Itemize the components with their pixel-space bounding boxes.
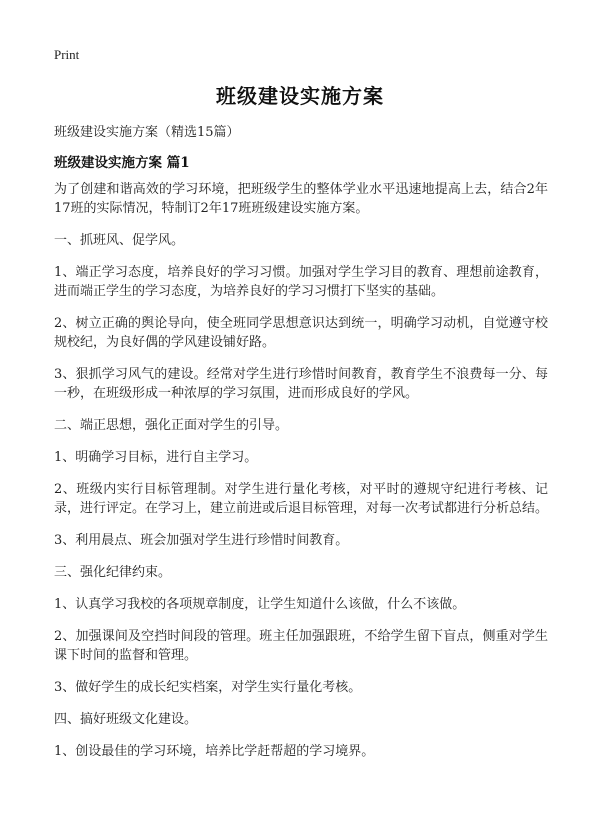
document-subtitle: 班级建设实施方案（精选15篇） — [54, 125, 240, 140]
print-label[interactable]: Print — [54, 47, 80, 62]
paragraph: 1、创设最佳的学习环境，培养比学赶帮超的学习境界。 — [54, 744, 375, 759]
paragraph: 一、抓班风、促学风。 — [54, 233, 185, 248]
paragraph: 3、狠抓学习风气的建设。经常对学生进行珍惜时间教育，教育学生不浪费每一分、每一秒，在班级形成一种浓厚的学习氛围，进而形成良好的学风。 — [54, 367, 548, 401]
section-heading: 班级建设实施方案 篇1 — [54, 155, 190, 171]
paragraph: 二、端正思想，强化正面对学生的引导。 — [54, 418, 289, 433]
document-title: 班级建设实施方案 — [216, 84, 384, 108]
paragraph: 为了创建和谐高效的学习环境，把班级学生的整体学业水平迅速地提高上去，结合2年17班的实际情况，特制订2年17班班级建设实施方案。 — [54, 182, 548, 216]
paragraph: 1、认真学习我校的各项规章制度，让学生知道什么该做，什么不该做。 — [54, 597, 466, 612]
document-body — [54, 180, 548, 774]
paragraph: 3、做好学生的成长纪实档案，对学生实行量化考核。 — [54, 680, 362, 695]
paragraph: 2、班级内实行目标管理制。对学生进行量化考核，对平时的遵规守纪进行考核、记录，进行评定。在学习上，建立前进或后退目标管理，对每一次考试都进行分析总结。 — [54, 482, 549, 516]
paragraph: 四、搞好班级文化建设。 — [54, 712, 198, 727]
paragraph: 2、加强课间及空挡时间段的管理。班主任加强跟班，不给学生留下盲点，侧重对学生课下时间的监督和管理。 — [54, 629, 548, 663]
paragraph: 1、明确学习目标，进行自主学习。 — [54, 450, 258, 465]
paragraph: 三、强化纪律约束。 — [54, 565, 172, 580]
paragraph: 3、利用晨点、班会加强对学生进行珍惜时间教育。 — [54, 533, 349, 548]
paragraph: 2、树立正确的舆论导向，使全班同学思想意识达到统一，明确学习动机，自觉遵守校规校纪，为良好偶的学风建设铺好路。 — [54, 316, 548, 350]
paragraph: 1、端正学习态度，培养良好的学习习惯。加强对学生学习目的教育、理想前途教育，进而端正学生的学习态度，为培养良好的学习习惯打下坚实的基础。 — [54, 265, 548, 299]
